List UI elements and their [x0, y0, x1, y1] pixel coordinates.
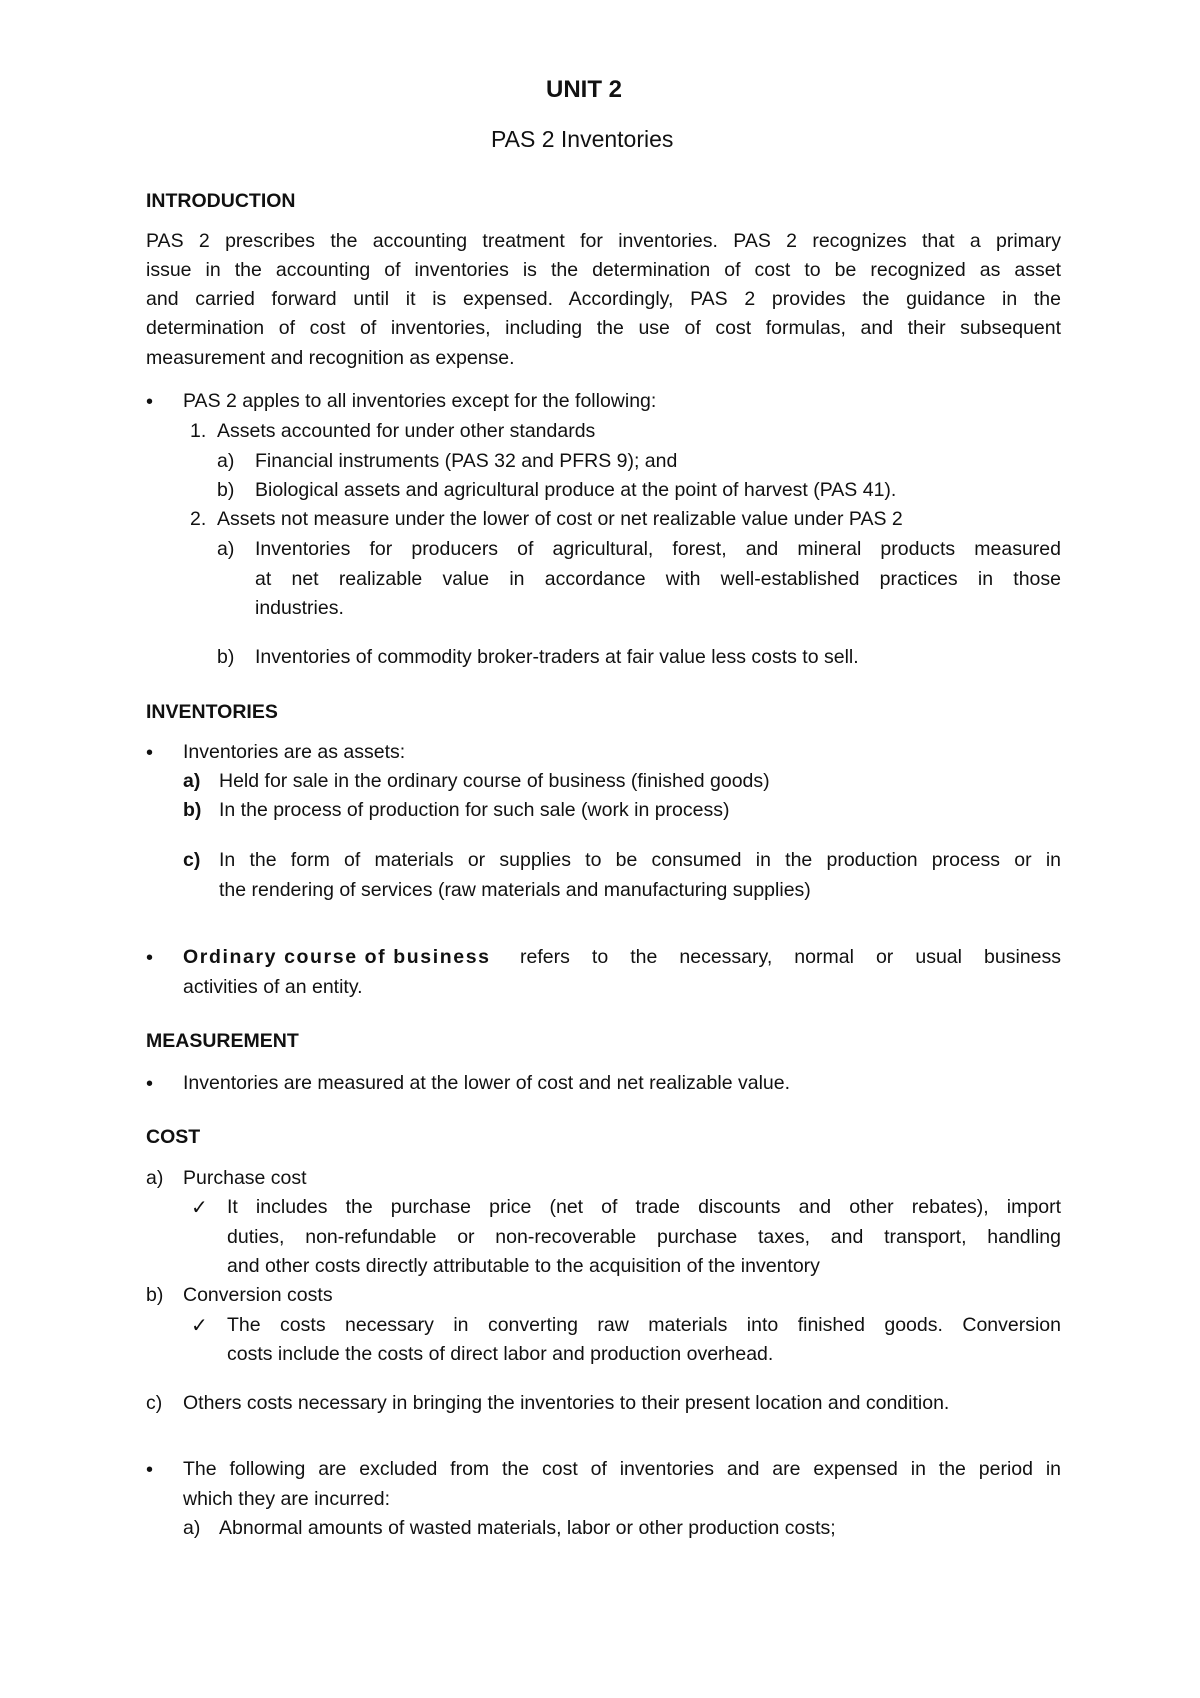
- scope-item-1a-label: a): [217, 450, 235, 472]
- intro-paragraph-line-3: and carried forward until it is expensed. Accordingly, PAS 2 provides the guidance in the: [146, 288, 1061, 310]
- bullet-icon: •: [146, 1073, 154, 1095]
- inventories-b-text: In the process of production for such sale (work in process): [219, 799, 730, 821]
- measurement-text: Inventories are measured at the lower of cost and net realizable value.: [183, 1072, 791, 1094]
- heading-introduction: INTRODUCTION: [146, 190, 296, 212]
- scope-intro: PAS 2 apples to all inventories except for the following:: [183, 390, 657, 412]
- ordinary-course-definition-line-2: activities of an entity.: [183, 976, 363, 998]
- scope-item-2a-line-1: Inventories for producers of agricultural, forest, and mineral products measured: [255, 538, 1061, 560]
- scope-item-2b-label: b): [217, 646, 235, 668]
- inventories-a-label: a): [183, 770, 201, 792]
- scope-item-1a-text: Financial instruments (PAS 32 and PFRS 9); and: [255, 450, 678, 472]
- excluded-a-label: a): [183, 1517, 201, 1539]
- inventories-c-line-1: In the form of materials or supplies to be consumed in the production process or in: [219, 849, 1061, 871]
- scope-item-2a-label: a): [217, 538, 235, 560]
- cost-a-detail-line-1: It includes the purchase price (net of trade discounts and other rebates), import: [227, 1196, 1061, 1218]
- check-icon: ✓: [191, 1315, 208, 1337]
- scope-item-2-text: Assets not measure under the lower of cost or net realizable value under PAS 2: [217, 508, 903, 530]
- cost-a-detail-line-2: duties, non-refundable or non-recoverable purchase taxes, and transport, handling: [227, 1226, 1061, 1248]
- cost-a-label: a): [146, 1167, 164, 1189]
- bullet-icon: •: [146, 742, 154, 764]
- check-icon: ✓: [191, 1197, 208, 1219]
- excluded-costs-line-2: which they are incurred:: [183, 1488, 391, 1510]
- cost-a-detail-line-3: and other costs directly attributable to the acquisition of the inventory: [227, 1255, 820, 1277]
- intro-paragraph-line-1: PAS 2 prescribes the accounting treatment for inventories. PAS 2 recognizes that a primary: [146, 230, 1061, 252]
- inventories-b-label: b): [183, 799, 202, 821]
- page-subtitle: PAS 2 Inventories: [491, 126, 674, 152]
- inventories-c-label: c): [183, 849, 201, 871]
- cost-b-detail-line-2: costs include the costs of direct labor and production overhead.: [227, 1343, 774, 1365]
- scope-item-1-text: Assets accounted for under other standards: [217, 420, 596, 442]
- scope-item-1b-label: b): [217, 479, 235, 501]
- scope-item-1b-text: Biological assets and agricultural produce at the point of harvest (PAS 41).: [255, 479, 897, 501]
- cost-b-text: Conversion costs: [183, 1284, 333, 1306]
- excluded-costs-line-1: The following are excluded from the cost of inventories and are expensed in the period in: [183, 1458, 1061, 1480]
- intro-paragraph-line-5: measurement and recognition as expense.: [146, 347, 515, 369]
- intro-paragraph-line-2: issue in the accounting of inventories is the determination of cost to be recognized as asset: [146, 259, 1061, 281]
- inventories-c-line-2: the rendering of services (raw materials and manufacturing supplies): [219, 879, 811, 901]
- page-title: UNIT 2: [546, 76, 623, 103]
- heading-inventories: INVENTORIES: [146, 701, 278, 723]
- scope-item-2b-text: Inventories of commodity broker-traders at fair value less costs to sell.: [255, 646, 859, 668]
- heading-cost: COST: [146, 1126, 201, 1148]
- intro-paragraph-line-4: determination of cost of inventories, including the use of cost formulas, and their subsequent: [146, 317, 1061, 339]
- scope-item-1-number: 1.: [190, 420, 207, 442]
- cost-b-label: b): [146, 1284, 164, 1306]
- cost-a-text: Purchase cost: [183, 1167, 307, 1189]
- heading-measurement: MEASUREMENT: [146, 1030, 299, 1052]
- cost-b-detail-line-1: The costs necessary in converting raw materials into finished goods. Conversion: [227, 1314, 1061, 1336]
- bullet-icon: •: [146, 1459, 154, 1481]
- bullet-icon: •: [146, 947, 154, 969]
- ordinary-course-term: Ordinary course of business: [183, 946, 491, 968]
- scope-item-2-number: 2.: [190, 508, 207, 530]
- inventories-a-text: Held for sale in the ordinary course of business (finished goods): [219, 770, 770, 792]
- inventories-intro: Inventories are as assets:: [183, 741, 406, 763]
- bullet-icon: •: [146, 391, 154, 413]
- ordinary-course-definition-line-1: refers to the necessary, normal or usual business: [520, 946, 1061, 968]
- cost-c-text: Others costs necessary in bringing the inventories to their present location and condition.: [183, 1392, 950, 1414]
- scope-item-2a-line-2: at net realizable value in accordance with well-established practices in those: [255, 568, 1061, 590]
- scope-item-2a-line-3: industries.: [255, 597, 344, 619]
- excluded-a-text: Abnormal amounts of wasted materials, labor or other production costs;: [219, 1517, 836, 1539]
- cost-c-label: c): [146, 1392, 163, 1414]
